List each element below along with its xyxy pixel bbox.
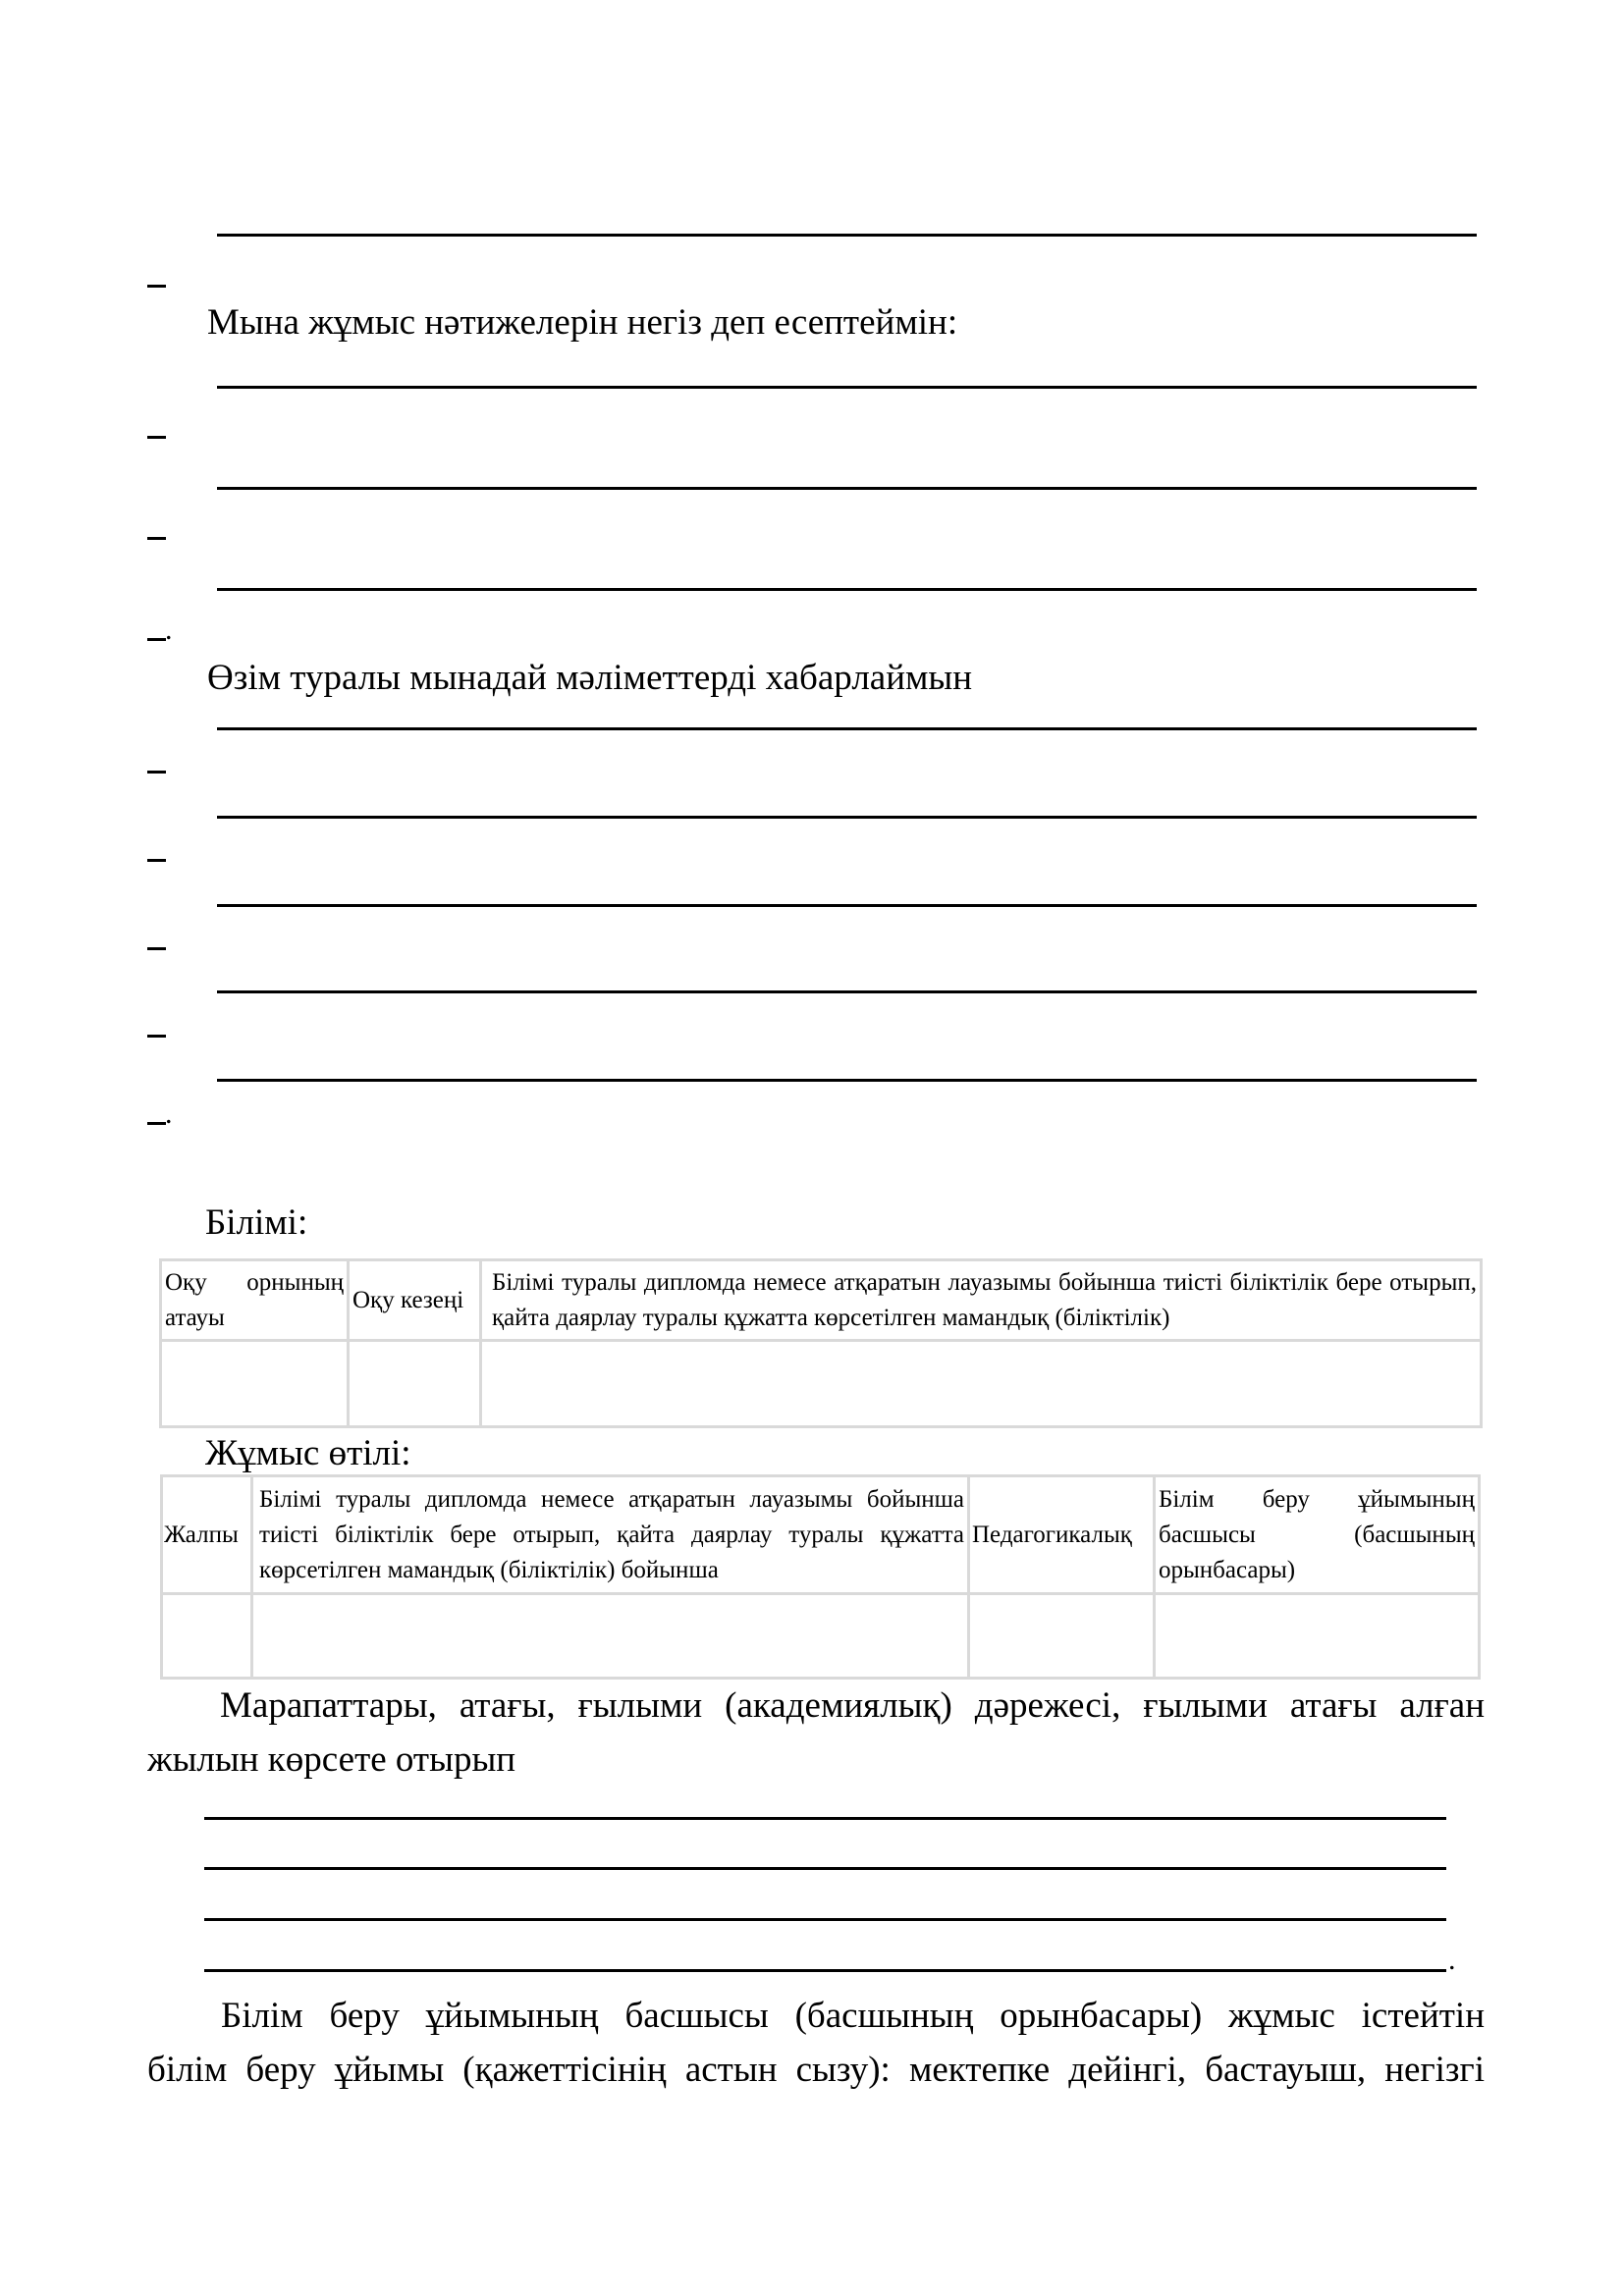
column-header: Педагогикалық [969, 1476, 1155, 1594]
column-header: Білімі туралы дипломда немесе атқаратын лауазымы бойынша тиісті біліктілік бере отырып, қайта даярлау туралы құжатта көрсетілген мамандық (біліктілік) [481, 1260, 1482, 1341]
blank-line[interactable] [217, 904, 1477, 907]
table-header-row [162, 1476, 1480, 1594]
list-dash [147, 859, 166, 862]
list-dash [147, 537, 166, 540]
blank-line[interactable] [217, 487, 1477, 490]
column-header: Оқу орнының атауы [161, 1260, 349, 1341]
column-header: Білімі туралы дипломда немесе атқаратын лауазымы бойынша тиісті біліктілік бере отырып, қайта даярлау туралы құжатта көрсетілген мамандық (біліктілік) бойынша [252, 1476, 969, 1594]
blank-line[interactable] [217, 386, 1477, 389]
organization-line-2: білім беру ұйымы (қажеттісінің астын сызу): мектепке дейінгі, бастауыш, негізгі [147, 2050, 1485, 2090]
list-dash [147, 285, 166, 288]
about-heading: Өзім туралы мынадай мәліметтерді хабарлаймын [207, 658, 973, 698]
table-cell[interactable] [252, 1594, 969, 1679]
list-dash [147, 638, 166, 641]
results-heading: Мына жұмыс нәтижелерін негіз деп есептеймін: [207, 302, 958, 343]
education-heading: Білімі: [205, 1202, 308, 1243]
list-dash [147, 771, 166, 774]
list-dash [147, 947, 166, 950]
column-header: Білім беру ұйымының басшысы (басшының орынбасары) [1155, 1476, 1480, 1594]
blank-line[interactable] [217, 816, 1477, 819]
blank-line[interactable] [217, 990, 1477, 993]
column-header: Оқу кезеңі [349, 1260, 481, 1341]
organization-paragraph [147, 1989, 1485, 2097]
column-header: Жалпы [162, 1476, 252, 1594]
table-header-row [161, 1260, 1482, 1341]
end-period: . [165, 614, 173, 646]
table-cell[interactable] [1155, 1594, 1480, 1679]
table-cell[interactable] [969, 1594, 1155, 1679]
blank-line[interactable] [204, 1969, 1446, 1972]
list-dash [147, 1122, 166, 1125]
table-row [162, 1594, 1480, 1679]
table-cell[interactable] [161, 1341, 349, 1427]
list-dash [147, 436, 166, 439]
blank-line[interactable] [204, 1817, 1446, 1820]
end-period: . [165, 1097, 173, 1130]
blank-line[interactable] [217, 588, 1477, 591]
experience-table [160, 1474, 1481, 1680]
organization-line-1: Білім беру ұйымының басшысы (басшының орынбасары) жұмыс істейтін [221, 1996, 1485, 2036]
list-dash [147, 1035, 166, 1038]
table-cell[interactable] [162, 1594, 252, 1679]
awards-paragraph [147, 1679, 1485, 1787]
education-table [159, 1258, 1483, 1428]
awards-line-2: жылын көрсете отырып [147, 1739, 516, 1780]
blank-line[interactable] [204, 1867, 1446, 1870]
blank-line[interactable] [217, 727, 1477, 730]
table-row [161, 1341, 1482, 1427]
awards-line-1: Марапаттары, атағы, ғылыми (академиялық) дәрежесі, ғылыми атағы алған [220, 1685, 1485, 1726]
table-cell[interactable] [349, 1341, 481, 1427]
table-cell[interactable] [481, 1341, 1482, 1427]
blank-line[interactable] [217, 234, 1477, 237]
experience-heading: Жұмыс өтілі: [205, 1433, 411, 1473]
blank-line[interactable] [217, 1079, 1477, 1082]
end-period: . [1448, 1944, 1456, 1976]
blank-line[interactable] [204, 1918, 1446, 1921]
